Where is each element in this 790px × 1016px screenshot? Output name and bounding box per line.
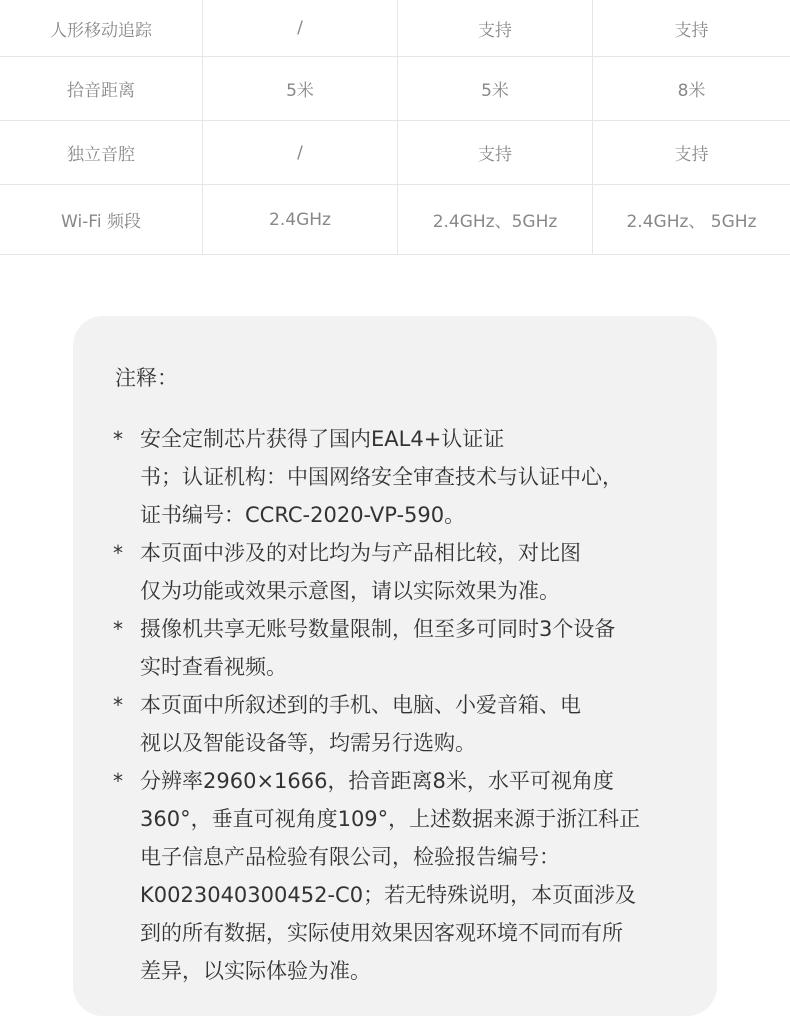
list-item <box>113 534 693 610</box>
note-line: 视以及智能设备等，均需另行选购。 <box>140 731 476 755</box>
note-line: 证书编号：CCRC-2020-VP-590。 <box>140 503 466 527</box>
bullet-asterisk: * <box>113 693 123 717</box>
table-cell: / <box>203 0 398 56</box>
note-line: 差异，以实际体验为准。 <box>140 959 371 983</box>
list-item <box>113 610 693 686</box>
table-row <box>0 57 790 121</box>
table-cell: 支持 <box>674 20 709 41</box>
table-row <box>0 0 790 57</box>
notes-card <box>73 316 717 1016</box>
note-line: 本页面中涉及的对比均为与产品相比较，对比图 <box>140 541 581 565</box>
table-cell: 5米 <box>203 57 398 120</box>
note-line: 实时查看视频。 <box>140 655 287 679</box>
table-cell: 支持 <box>674 145 709 165</box>
row-label: 人形移动追踪 <box>0 0 203 56</box>
note-line: 安全定制芯片获得了国内EAL4+认证证 <box>140 427 505 451</box>
bullet-asterisk: * <box>113 541 123 565</box>
row-label: 拾音距离 <box>0 57 203 120</box>
note-line: 分辨率2960×1666，拾音距离8米，水平可视角度 <box>140 769 614 793</box>
table-cell: 5米 <box>398 57 593 120</box>
table-cell: 2.4GHz、 5GHz <box>626 212 757 232</box>
list-item <box>113 420 693 534</box>
table-cell: 支持 <box>398 121 593 184</box>
spec-comparison-table <box>0 0 790 255</box>
bullet-asterisk: * <box>113 617 123 641</box>
row-label: 独立音腔 <box>0 121 203 184</box>
note-line: 书；认证机构：中国网络安全审查技术与认证中心， <box>140 465 623 489</box>
row-label: Wi-Fi 频段 <box>0 185 203 254</box>
bullet-asterisk: * <box>113 769 123 793</box>
note-line: 摄像机共享无账号数量限制，但至多可同时3个设备 <box>140 617 616 641</box>
bullet-asterisk: * <box>113 427 123 451</box>
note-line: 仅为功能或效果示意图，请以实际效果为准。 <box>140 579 560 603</box>
note-line: 电子信息产品检验有限公司，检验报告编号： <box>140 845 560 869</box>
note-line: 到的所有数据，实际使用效果因客观环境不同而有所 <box>140 921 623 945</box>
table-cell: 2.4GHz <box>203 185 398 254</box>
notes-title: 注释： <box>115 366 178 390</box>
note-line: K0023040300452-C0；若无特殊说明，本页面涉及 <box>140 883 637 907</box>
table-cell: 8米 <box>677 81 706 101</box>
table-cell: 2.4GHz、5GHz <box>398 185 593 254</box>
table-cell: 支持 <box>398 0 593 56</box>
note-line: 本页面中所叙述到的手机、电脑、小爱音箱、电 <box>140 693 581 717</box>
table-row <box>0 121 790 185</box>
list-item <box>113 686 693 762</box>
table-row <box>0 185 790 255</box>
notes-list <box>113 420 693 990</box>
table-cell: / <box>203 121 398 184</box>
note-line: 360°，垂直可视角度109°，上述数据来源于浙江科正 <box>140 807 641 831</box>
list-item <box>113 762 693 990</box>
